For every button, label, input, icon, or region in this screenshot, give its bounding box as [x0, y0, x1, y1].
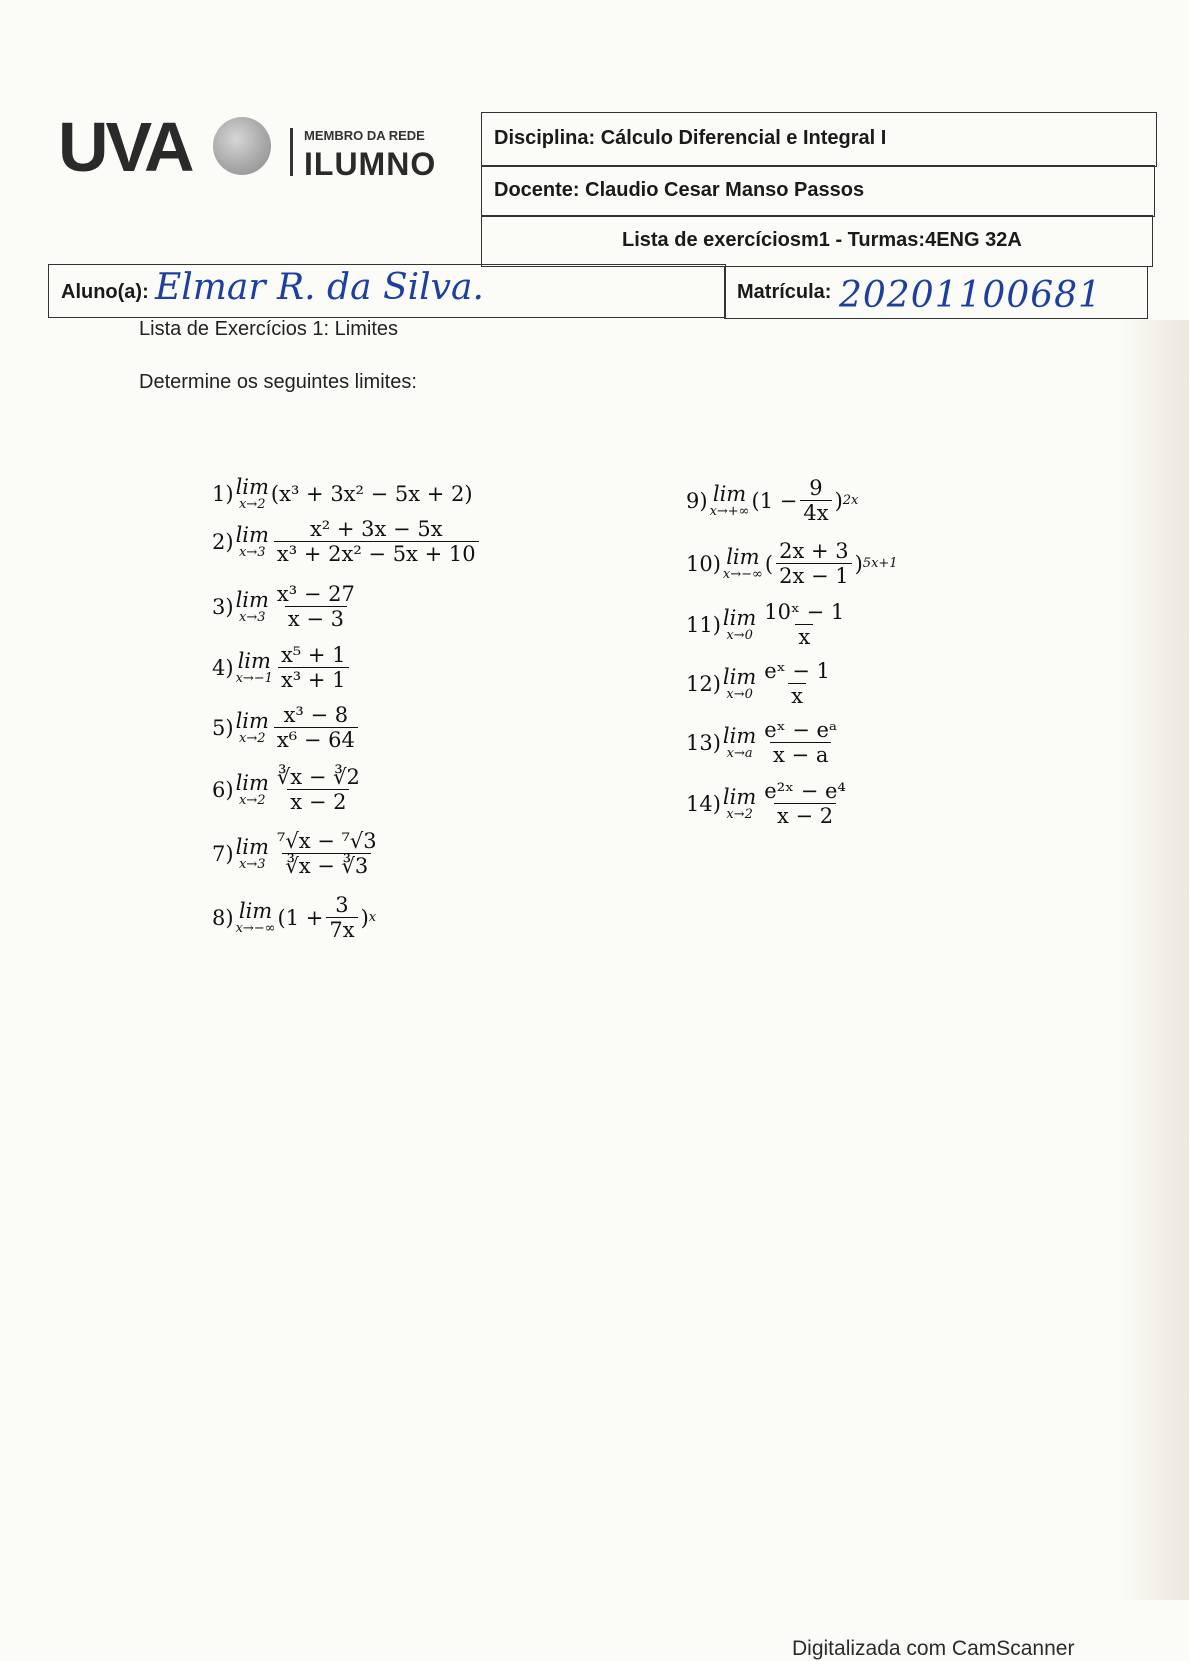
disciplina-cell — [481, 112, 1157, 167]
lista-cell — [481, 215, 1153, 267]
aluno-cell — [48, 264, 726, 318]
ilumno-logo: ILUMNO — [304, 146, 437, 182]
exercise-2: 2) lim x→3 $\frac{\text{x² + 3x − 5x}}{\text{x³ + 2x² − 5x + 10}}$ — [212, 517, 482, 566]
exercise-14: 14) lim x→2 $\frac{\text{e²ˣ − e⁴}}{x - 2}$ — [686, 779, 846, 829]
exercise-11: 11) lim x→0 $\frac{\text{10ˣ − 1}}{x}$ — [686, 600, 845, 650]
matricula-label: Matrícula: — [737, 281, 832, 303]
aluno-handwritten-name: Elmar R. da Silva. — [155, 267, 484, 308]
matricula-cell — [724, 266, 1148, 319]
matricula-handwritten-value: 20201100681 — [839, 275, 1102, 316]
lista-text: Lista de exercíciosm1 - Turmas:4ENG 32A — [622, 229, 1022, 251]
network-label: MEMBRO DA REDE — [304, 128, 425, 143]
exercise-8: 8) lim x→−∞ (1 + $\frac{3}{7x}$ ) x — [212, 893, 377, 943]
docente-cell — [481, 165, 1155, 217]
camscanner-watermark: Digitalizada com CamScanner — [792, 1637, 1075, 1660]
exercise-10: 10) lim x→−∞ ( $\frac{2x + 3}{2x - 1}$ ) 5x+1 — [686, 539, 898, 589]
exercise-13: 13) lim x→a $\frac{\text{eˣ − eᵃ}}{x - a}$ — [686, 718, 838, 768]
exercise-6: 6) lim x→2 $\frac{∛x - ∛2}{x - 2}$ — [212, 765, 360, 815]
disciplina-text: Disciplina: Cálculo Diferencial e Integral I — [494, 127, 887, 149]
exercise-5: 5) lim x→2 $\frac{\text{x³ − 8}}{\text{x⁶ − 64}}$ — [212, 703, 361, 752]
logo-divider — [290, 128, 293, 176]
exercise-4: 4) lim x→−1 $\frac{\text{x⁵ + 1}}{\text{x³ + 1}}$ — [212, 643, 352, 692]
exercise-12: 12) lim x→0 $\frac{\text{eˣ − 1}}{x}$ — [686, 659, 830, 709]
exercise-1: 1) lim x→2 (x³ + 3x² − 5x + 2) — [212, 475, 473, 513]
uva-logo: UVA — [58, 108, 192, 186]
paper-edge-shadow — [1119, 320, 1189, 1600]
exercise-3: 3) lim x→3 $\frac{\text{x³ − 27}}{x - 3}$ — [212, 582, 355, 632]
list-title: Lista de Exercícios 1: Limites — [139, 318, 398, 340]
uva-logo-ball — [213, 117, 271, 175]
instruction: Determine os seguintes limites: — [139, 371, 417, 393]
docente-text: Docente: Claudio Cesar Manso Passos — [494, 179, 865, 201]
exercise-7: 7) lim x→3 $\frac{\text{⁷√x − ⁷√3}}{∛x - ∛3}$ — [212, 829, 377, 879]
exercise-9: 9) lim x→+∞ (1 − $\frac{9}{4x}$ ) 2x — [686, 476, 859, 526]
aluno-label: Aluno(a): — [61, 281, 149, 303]
